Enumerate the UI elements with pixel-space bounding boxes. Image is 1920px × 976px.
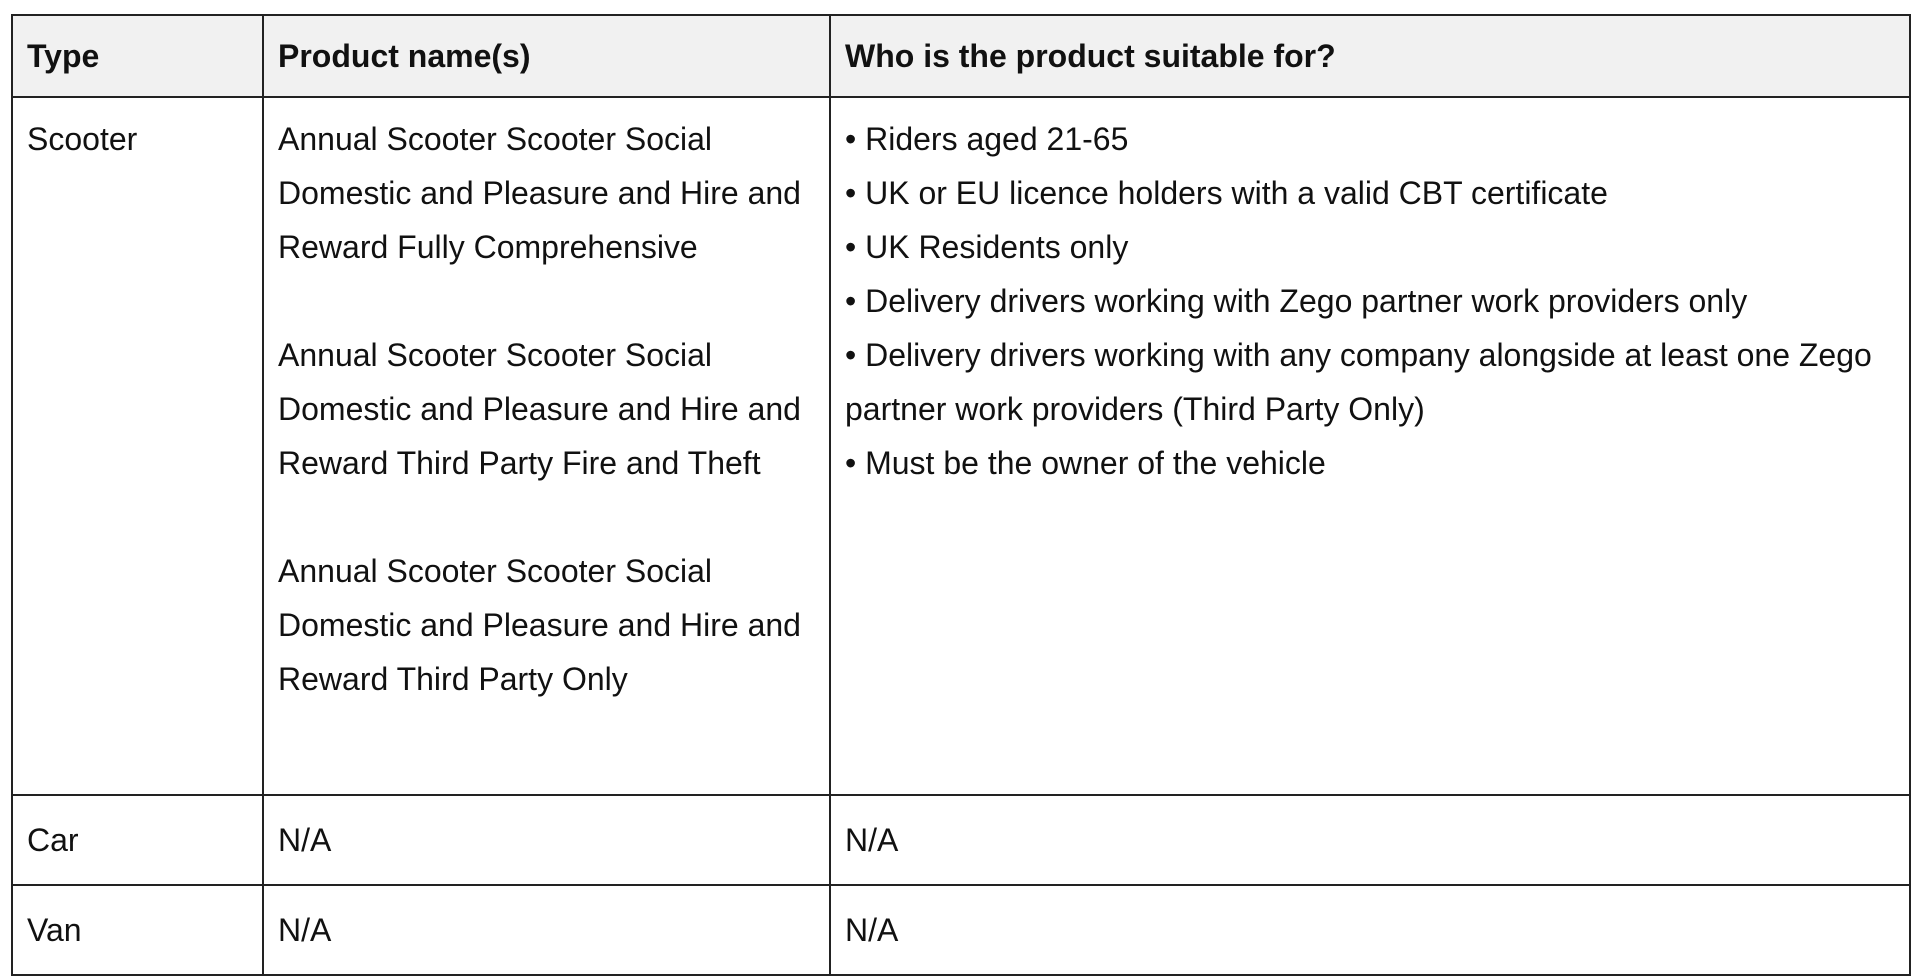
cell-type: Car xyxy=(12,795,263,885)
product-name: Annual Scooter Scooter Social Domestic and Pleasure and Hire and Reward Third Party Fire and Theft xyxy=(278,337,801,481)
table-row-car xyxy=(12,795,1910,885)
suitability-item: • Riders aged 21-65 xyxy=(845,121,1129,157)
product-suitability-table xyxy=(11,14,1911,976)
cell-suitability xyxy=(830,97,1910,795)
suitability-item: • Delivery drivers working with Zego partner work providers only xyxy=(845,283,1748,319)
cell-type: Van xyxy=(12,885,263,975)
product-name: Annual Scooter Scooter Social Domestic and Pleasure and Hire and Reward Third Party Only xyxy=(278,553,801,697)
cell-suitability: N/A xyxy=(830,885,1910,975)
cell-products xyxy=(263,97,830,795)
cell-suitability: N/A xyxy=(830,795,1910,885)
suitability-item: • Must be the owner of the vehicle xyxy=(845,445,1326,481)
product-name: Annual Scooter Scooter Social Domestic and Pleasure and Hire and Reward Fully Comprehensive xyxy=(278,121,801,265)
header-row xyxy=(12,15,1910,97)
header-suitability: Who is the product suitable for? xyxy=(830,15,1910,97)
table-row-van xyxy=(12,885,1910,975)
suitability-item: • Delivery drivers working with any company alongside at least one Zego partner work providers (Third Party Only) xyxy=(845,337,1872,427)
table-row-scooter xyxy=(12,97,1910,795)
table-header xyxy=(12,15,1910,97)
cell-type: Scooter xyxy=(12,97,263,795)
suitability-item: • UK or EU licence holders with a valid CBT certificate xyxy=(845,175,1608,211)
header-product-names: Product name(s) xyxy=(263,15,830,97)
cell-products: N/A xyxy=(263,795,830,885)
header-type: Type xyxy=(12,15,263,97)
table-body xyxy=(12,97,1910,975)
cell-products: N/A xyxy=(263,885,830,975)
suitability-item: • UK Residents only xyxy=(845,229,1129,265)
